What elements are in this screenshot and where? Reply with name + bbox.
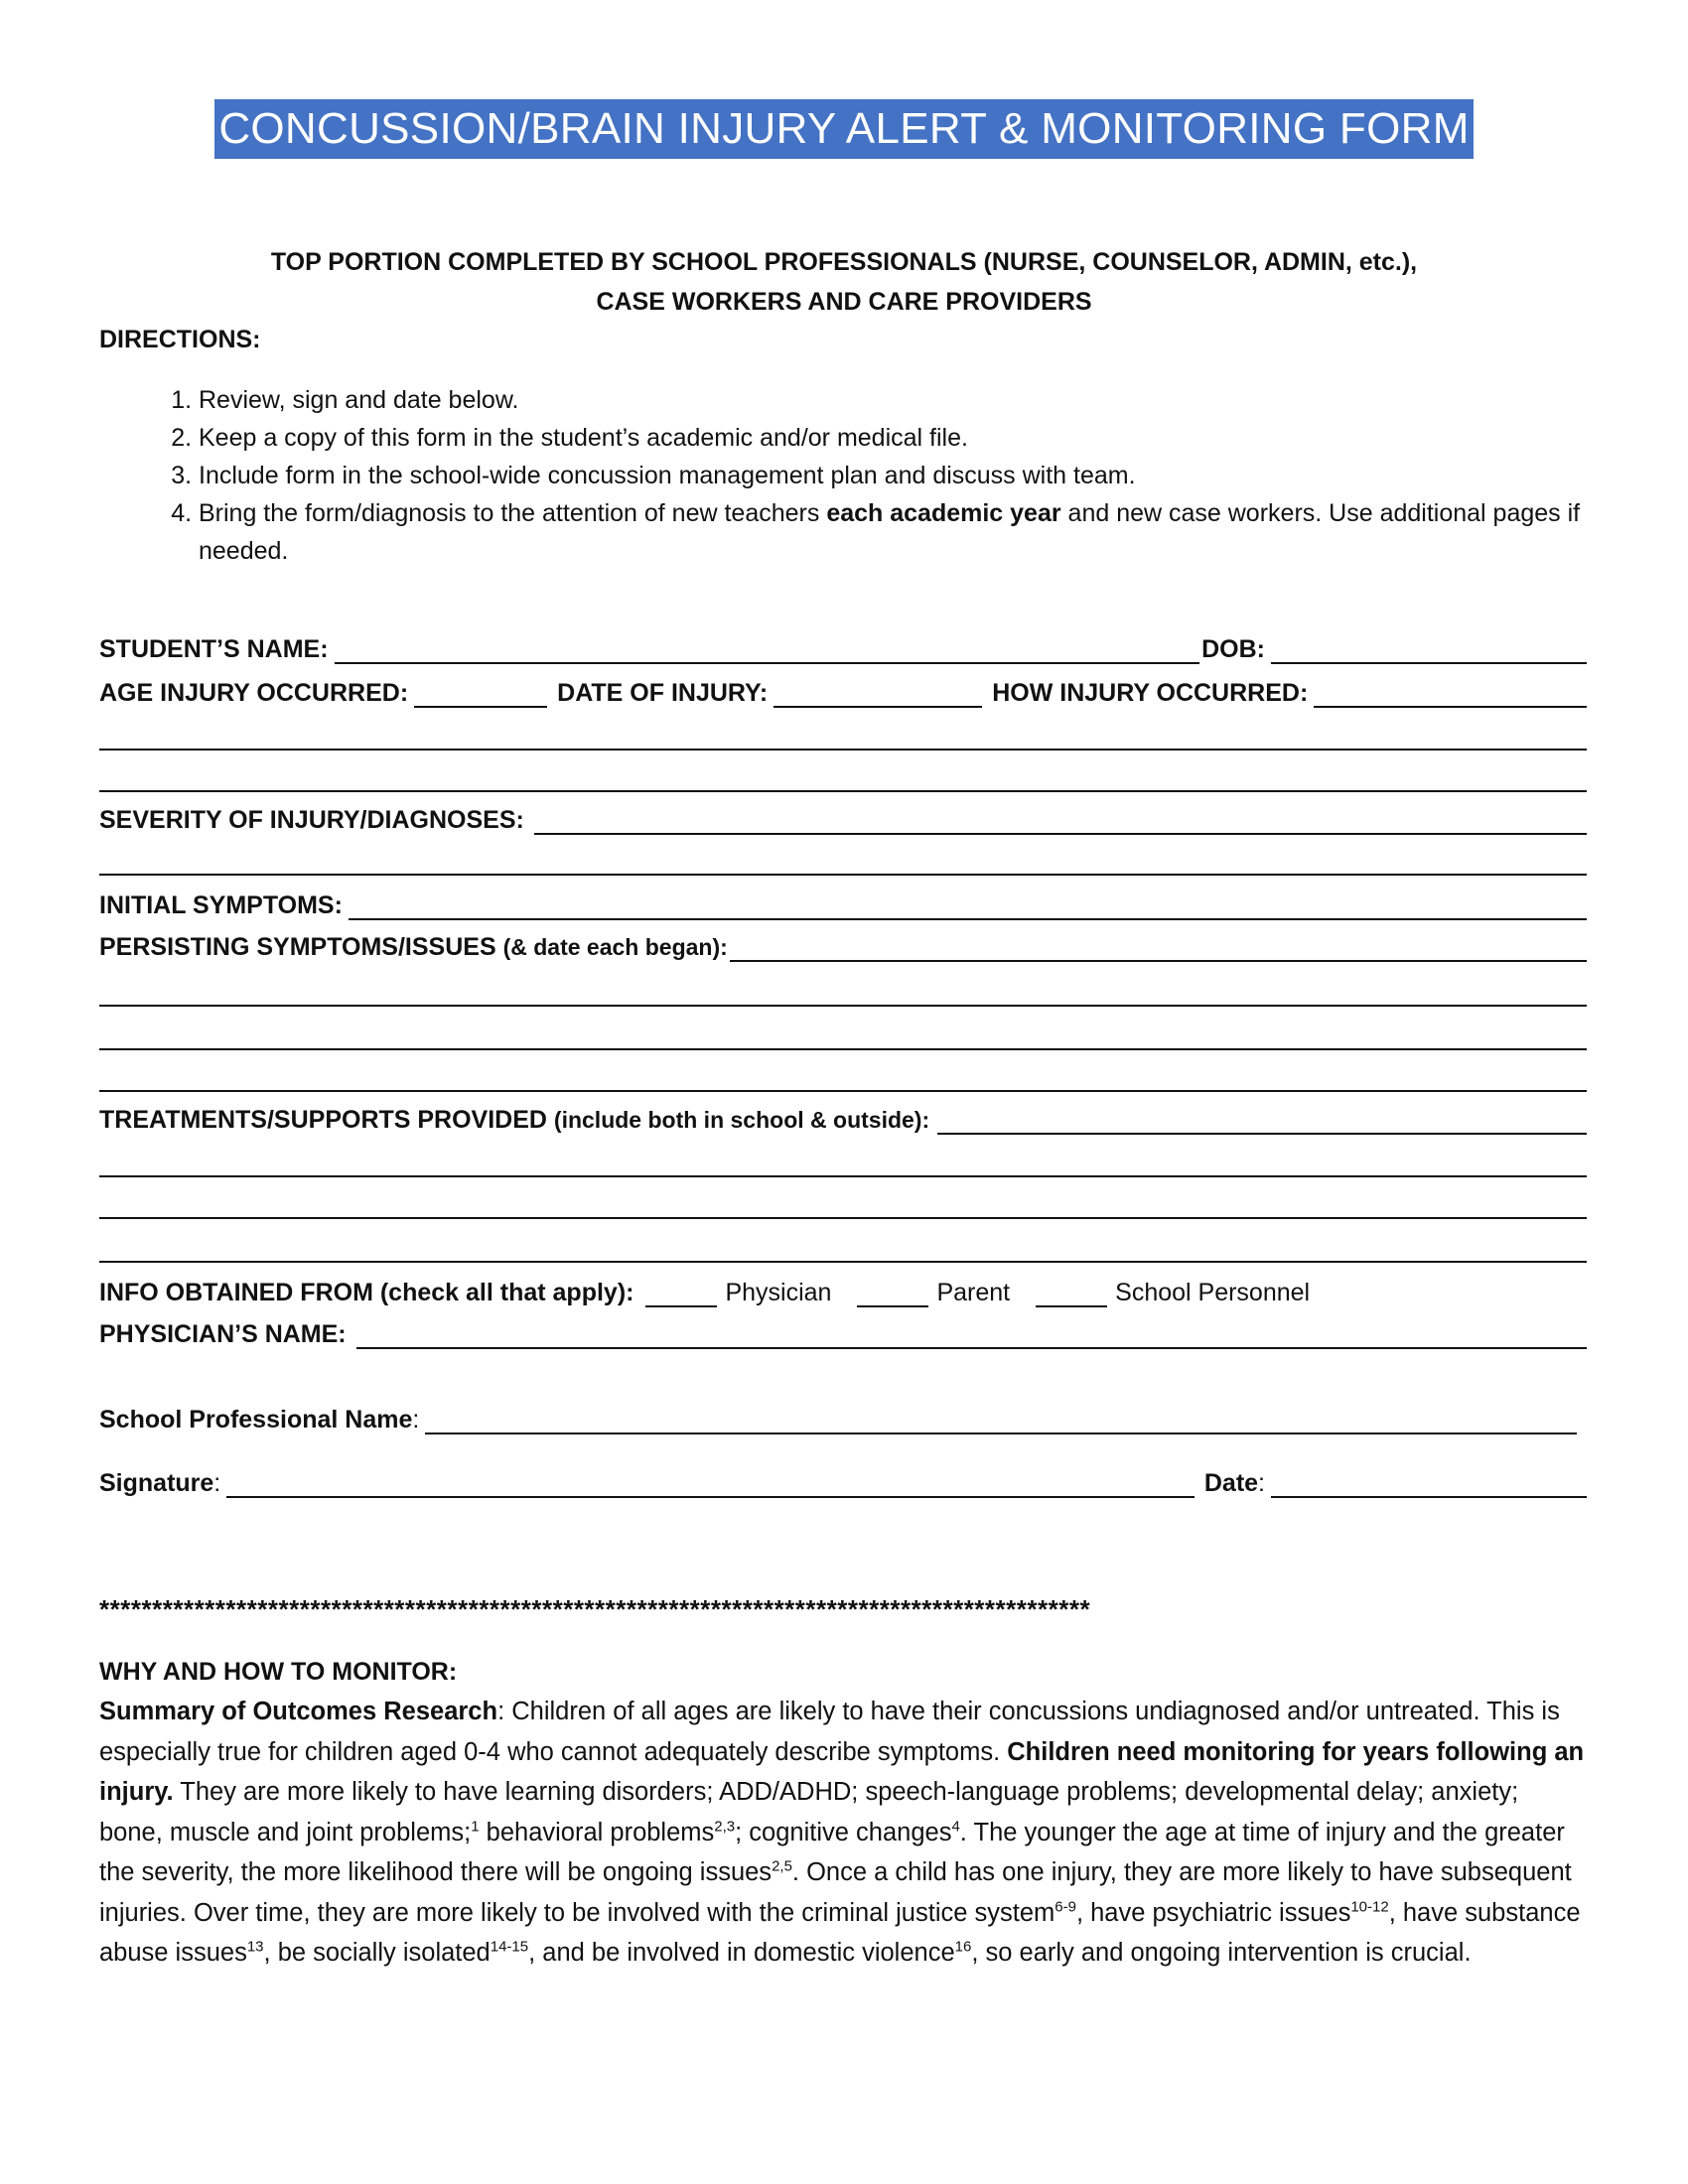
persisting-line-3[interactable] <box>99 1048 1587 1050</box>
summary-text-1: : Children of all ages are likely to have their concussions undiagnosed and/or untreated. This is especially true for children aged 0-4 who cannot adequately describe symptoms. <box>99 1698 1560 1766</box>
signature-colon: : <box>213 1469 221 1497</box>
reference-5: 6-9 <box>1055 1898 1076 1915</box>
check-physician-blank[interactable] <box>645 1280 717 1307</box>
row-info-obtained <box>99 1279 1587 1307</box>
row-signature <box>99 1469 1587 1498</box>
how-injury-line-3[interactable] <box>99 790 1587 792</box>
treatments-label-note: (include both in school & outside): <box>553 1107 930 1133</box>
summary-text-4: ; cognitive changes <box>735 1818 952 1846</box>
summary-text-7: , have psychiatric issues <box>1075 1898 1351 1927</box>
check-school-label: School Personnel <box>1115 1279 1311 1306</box>
initial-symptoms-field[interactable] <box>349 892 1587 920</box>
physician-name-field[interactable] <box>356 1321 1587 1349</box>
check-school-blank[interactable] <box>1036 1280 1107 1307</box>
row-physician <box>99 1320 1587 1349</box>
how-injury-line-2[interactable] <box>99 749 1587 751</box>
reference-8: 14-15 <box>490 1938 529 1956</box>
subheading-line-2: CASE WORKERS AND CARE PROVIDERS <box>596 288 1092 316</box>
row-school-professional <box>99 1406 1577 1434</box>
student-name-label: STUDENT’S NAME: <box>99 635 329 663</box>
reference-3: 4 <box>951 1818 960 1835</box>
persisting-label-note: (& date each began): <box>502 934 728 960</box>
subheading-line-1: TOP PORTION COMPLETED BY SCHOOL PROFESSIONALS (NURSE, COUNSELOR, ADMIN, etc.), <box>270 248 1418 276</box>
reference-7: 13 <box>246 1938 264 1956</box>
direction-item-4-emphasis: each academic year <box>826 499 1061 527</box>
reference-9: 16 <box>954 1938 972 1956</box>
check-parent-blank[interactable] <box>857 1280 928 1307</box>
direction-item-4-part-c: and new case workers. Use additional pages if needed. <box>199 499 1581 565</box>
reference-2: 2,3 <box>714 1818 736 1835</box>
check-physician-label: Physician <box>725 1279 832 1306</box>
outcomes-summary <box>99 1692 1589 1974</box>
date-field[interactable] <box>1271 1470 1587 1498</box>
student-name-field[interactable] <box>335 636 1200 664</box>
direction-item-2: 2. Keep a copy of this form in the student’s academic and/or medical file. <box>199 419 1599 457</box>
direction-item-4-part-a: Bring the form/diagnosis to the attention of new teachers <box>199 499 827 527</box>
age-injury-field[interactable] <box>414 680 547 708</box>
direction-item-4 <box>199 494 1599 570</box>
persisting-line-2[interactable] <box>99 1005 1587 1007</box>
persisting-label <box>99 933 728 962</box>
row-initial-symptoms <box>99 891 1587 920</box>
treatments-label <box>99 1106 929 1135</box>
how-injury-label: HOW INJURY OCCURRED: <box>992 679 1309 707</box>
row-treatments <box>99 1106 1587 1135</box>
subheading <box>0 242 1688 322</box>
dob-label: DOB: <box>1201 635 1265 663</box>
school-professional-colon: : <box>412 1406 420 1433</box>
summary-text-5: . The younger the age at time of injury and the greater the severity, the more likelihood there will be ongoing issues <box>99 1818 1565 1886</box>
severity-field[interactable] <box>534 807 1587 835</box>
row-severity <box>99 806 1587 835</box>
direction-item-3: 3. Include form in the school-wide concussion management plan and discuss with team. <box>199 457 1599 494</box>
date-of-injury-field[interactable] <box>774 680 982 708</box>
treatments-field[interactable] <box>937 1107 1587 1135</box>
date-of-injury-label: DATE OF INJURY: <box>557 679 769 707</box>
row-student <box>99 635 1587 664</box>
treatments-line-3[interactable] <box>99 1217 1587 1219</box>
summary-emphasis: Children need monitoring for years following an injury. <box>99 1737 1585 1806</box>
summary-text-8: , have substance abuse issues <box>99 1898 1581 1967</box>
summary-text-11: , so early and ongoing intervention is crucial. <box>971 1939 1472 1967</box>
how-injury-field[interactable] <box>1314 680 1587 708</box>
signature-label: Signature <box>99 1469 214 1497</box>
info-obtained-label: INFO OBTAINED FROM (check all that apply): <box>99 1279 634 1306</box>
reference-1: 1 <box>471 1818 480 1835</box>
physician-name-label: PHYSICIAN’S NAME: <box>99 1320 347 1348</box>
persisting-field[interactable] <box>730 934 1587 962</box>
treatments-line-4[interactable] <box>99 1261 1587 1263</box>
signature-field[interactable] <box>226 1470 1195 1498</box>
age-injury-label: AGE INJURY OCCURRED: <box>99 679 409 707</box>
summary-text-10: , and be involved in domestic violence <box>528 1939 955 1967</box>
why-monitor-label: WHY AND HOW TO MONITOR: <box>99 1658 458 1686</box>
direction-item-1: 1. Review, sign and date below. <box>199 381 1599 419</box>
summary-text-6: . Once a child has one injury, they are more likely to have subsequent injuries. Over time, they are more likely to be involved with the criminal justice system <box>99 1858 1572 1927</box>
school-professional-field[interactable] <box>425 1407 1577 1434</box>
summary-text-3: behavioral problems <box>479 1818 715 1846</box>
severity-label: SEVERITY OF INJURY/DIAGNOSES: <box>99 806 524 834</box>
initial-symptoms-label: INITIAL SYMPTOMS: <box>99 891 343 919</box>
summary-text-9: , be socially isolated <box>263 1939 491 1967</box>
row-persisting <box>99 933 1587 962</box>
directions-label: DIRECTIONS: <box>99 326 261 353</box>
dob-field[interactable] <box>1271 636 1587 664</box>
treatments-line-2[interactable] <box>99 1175 1587 1177</box>
severity-line-2[interactable] <box>99 874 1587 876</box>
reference-6: 10-12 <box>1350 1898 1389 1915</box>
date-colon: : <box>1258 1469 1265 1497</box>
summary-heading: Summary of Outcomes Research <box>99 1698 498 1725</box>
row-injury <box>99 679 1587 708</box>
reference-4: 2,5 <box>772 1857 792 1875</box>
date-label: Date <box>1203 1469 1259 1497</box>
check-parent-label: Parent <box>936 1279 1011 1306</box>
form-title: CONCUSSION/BRAIN INJURY ALERT & MONITORING FORM <box>214 99 1473 159</box>
persisting-label-main: PERSISTING SYMPTOMS/ISSUES <box>99 933 503 961</box>
treatments-label-main: TREATMENTS/SUPPORTS PROVIDED <box>99 1106 554 1134</box>
persisting-line-4[interactable] <box>99 1090 1587 1092</box>
directions-list <box>149 381 1599 570</box>
separator-stars: ********************************************************************************************** <box>99 1594 1091 1624</box>
title-wrap <box>0 99 1688 159</box>
school-professional-label: School Professional Name <box>99 1406 413 1433</box>
summary-text-2: They are more likely to have learning disorders; ADD/ADHD; speech-language problems; developmental delay; anxiety; bone, muscle and joint problems; <box>99 1778 1519 1846</box>
